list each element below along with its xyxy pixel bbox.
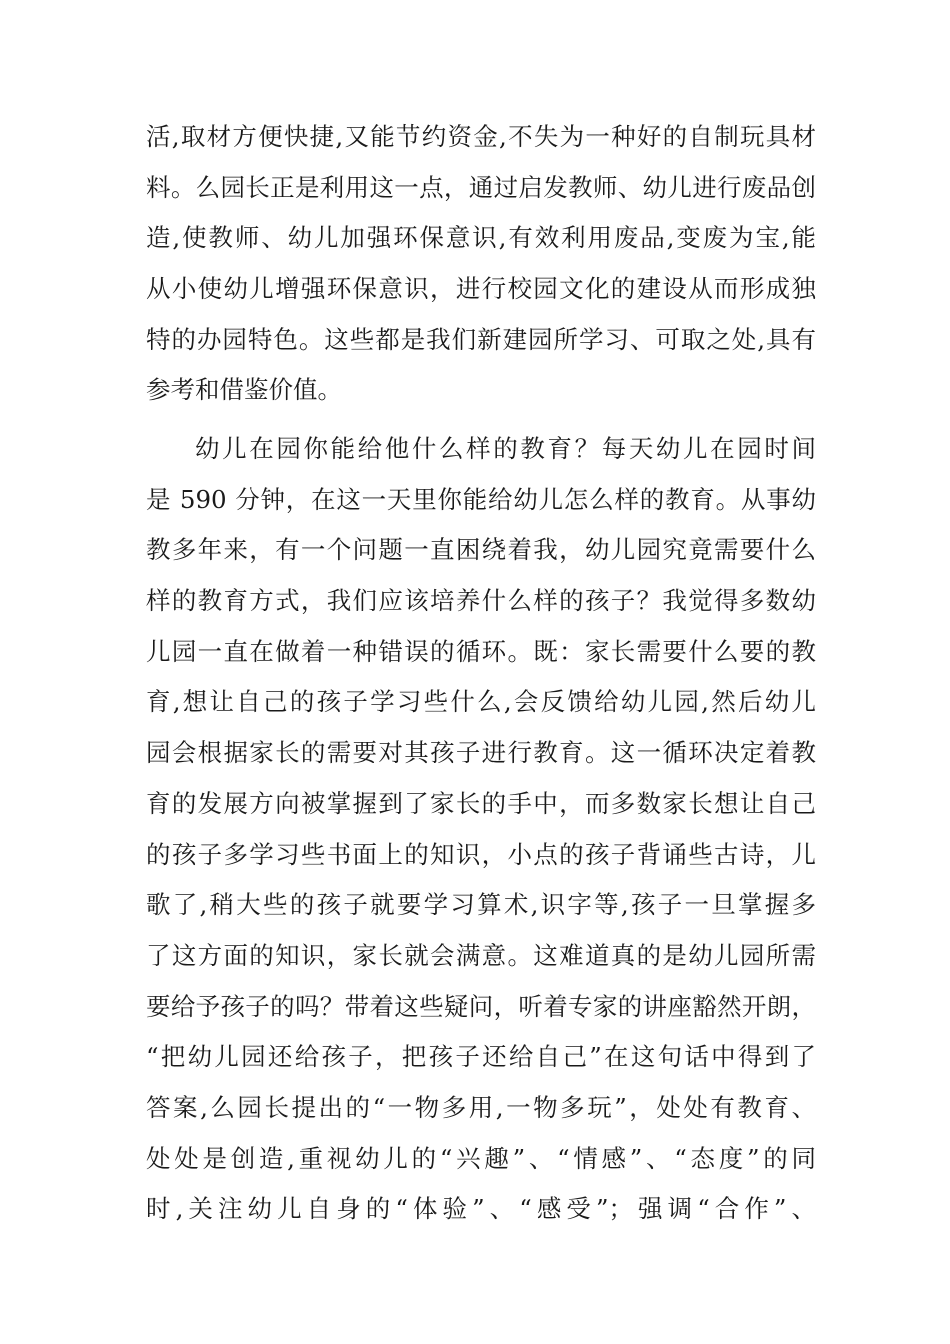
text-line: 是 590 分钟，在这一天里你能给幼儿怎么样的教育。从事幼 bbox=[146, 484, 816, 514]
text-line: 时,关注幼儿自身的“体验”、“感受”；强调“合作”、 bbox=[146, 1194, 816, 1224]
text-line: 从小使幼儿增强环保意识，进行校园文化的建设从而形成独 bbox=[146, 274, 816, 304]
text-line: 了这方面的知识，家长就会满意。这难道真的是幼儿园所需 bbox=[146, 940, 816, 970]
text-line: 儿园一直在做着一种错误的循环。既：家长需要什么要的教 bbox=[146, 636, 816, 666]
text-line: 幼儿在园你能给他什么样的教育？每天幼儿在园时间 bbox=[195, 434, 816, 463]
text-line: 料。么园长正是利用这一点，通过启发教师、幼儿进行废品创 bbox=[146, 172, 816, 202]
text-line: 参考和借鉴价值。 bbox=[146, 375, 342, 405]
text-line: 造,使教师、幼儿加强环保意识,有效利用废品,变废为宝,能 bbox=[146, 223, 816, 253]
text-line: 样的教育方式，我们应该培养什么样的孩子？我觉得多数幼 bbox=[146, 586, 816, 616]
text-line: 特的办园特色。这些都是我们新建园所学习、可取之处,具有 bbox=[146, 324, 816, 354]
text-line: 育,想让自己的孩子学习些什么,会反馈给幼儿园,然后幼儿 bbox=[146, 687, 816, 717]
text-line: 歌了,稍大些的孩子就要学习算术,识字等,孩子一旦掌握多 bbox=[146, 890, 816, 920]
text-line: 答案,么园长提出的“一物多用,一物多玩”，处处有教育、 bbox=[146, 1092, 816, 1122]
text-line: 要给予孩子的吗？带着这些疑问，听着专家的讲座豁然开朗， bbox=[146, 991, 816, 1021]
text-line: 教多年来，有一个问题一直困绕着我，幼儿园究竟需要什么 bbox=[146, 535, 816, 565]
text-line: 园会根据家长的需要对其孩子进行教育。这一循环决定着教 bbox=[146, 738, 816, 768]
paragraph-2 bbox=[146, 424, 816, 1235]
text-line: 处处是创造,重视幼儿的“兴趣”、“情感”、“态度”的同 bbox=[146, 1143, 816, 1173]
text-line: 的孩子多学习些书面上的知识，小点的孩子背诵些古诗，儿 bbox=[146, 839, 816, 869]
paragraph-1 bbox=[146, 112, 816, 416]
text-line: “把幼儿园还给孩子，把孩子还给自己”在这句话中得到了 bbox=[146, 1042, 816, 1072]
text-line: 活,取材方便快捷,又能节约资金,不失为一种好的自制玩具材 bbox=[146, 122, 816, 151]
text-line: 育的发展方向被掌握到了家长的手中，而多数家长想让自己 bbox=[146, 788, 816, 818]
